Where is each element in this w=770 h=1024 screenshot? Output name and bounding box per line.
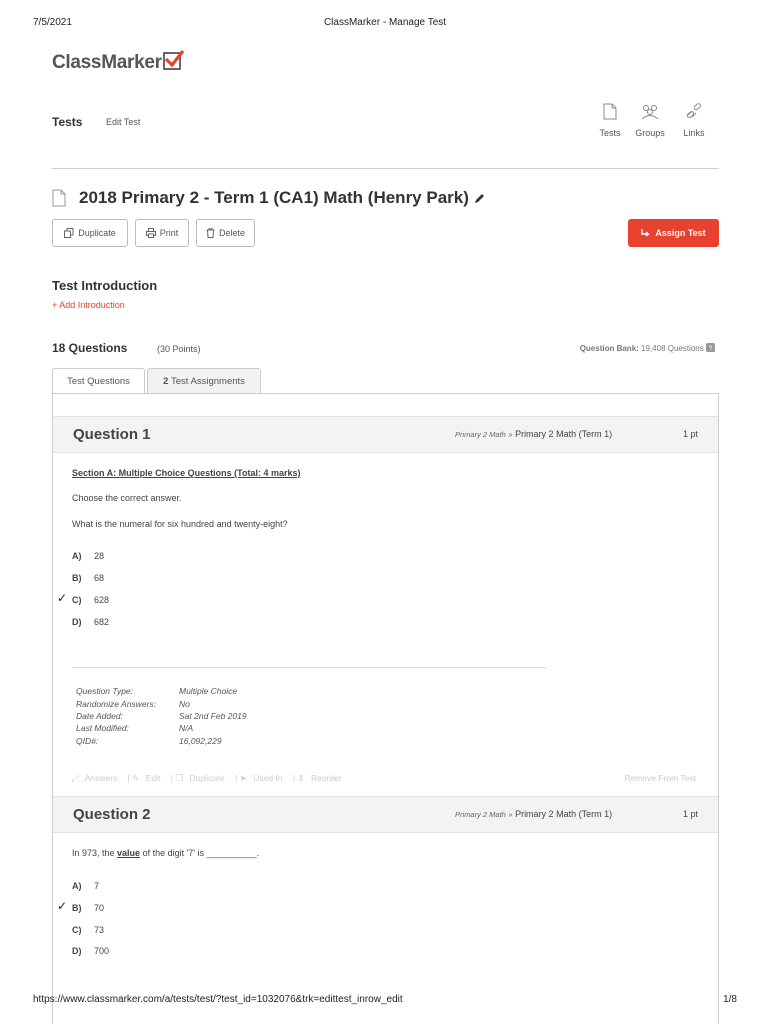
answer-text: 70: [94, 903, 105, 913]
answer-text: 7: [94, 881, 100, 891]
logo-check-icon: [163, 52, 181, 70]
section-heading-text: Section A: Multiple Choice Questions (Total: 4 marks): [72, 468, 301, 478]
share-arrow-icon: [641, 229, 651, 238]
answer-option: [72, 617, 109, 627]
correct-check-icon: ✓: [57, 899, 68, 913]
trash-icon: [206, 228, 215, 238]
remove-from-test-link[interactable]: Remove From Test: [624, 773, 696, 783]
test-introduction-heading: Test Introduction: [52, 278, 158, 293]
question-category: [455, 809, 612, 819]
question-instruction: Choose the correct answer.: [72, 493, 182, 503]
meta-label: QID#:: [76, 736, 99, 746]
answer-text: 682: [94, 617, 110, 627]
duplicate-button[interactable]: [52, 219, 128, 247]
answer-letter: C): [72, 925, 82, 935]
test-title-text: 2018 Primary 2 - Term 1 (CA1) Math (Henry Park): [79, 188, 469, 207]
copy-icon: ❐: [175, 773, 183, 783]
question-text-emphasis: value: [117, 848, 141, 858]
answer-option: [72, 946, 109, 956]
answer-option: [72, 551, 104, 561]
print-date: 7/5/2021: [33, 17, 72, 28]
meta-value: N/A: [179, 723, 194, 733]
correct-check-icon: ✓: [57, 591, 68, 605]
nav-icon-groups-label: Groups: [635, 128, 665, 138]
meta-label: Last Modified:: [76, 723, 129, 733]
arrow-icon: ➤: [239, 773, 247, 783]
question-category: [455, 429, 612, 439]
nav-icon-links[interactable]: [674, 103, 714, 138]
assign-test-label: Assign Test: [655, 228, 706, 238]
answer-option-correct: [72, 903, 104, 913]
duplicate-action[interactable]: [175, 773, 228, 783]
used-in-action[interactable]: [240, 773, 287, 783]
reorder-action-label: Reorder: [310, 773, 342, 783]
top-icon-nav: [590, 103, 715, 143]
answer-option: [72, 881, 99, 891]
answer-text: 628: [94, 595, 110, 605]
question-points: 1 pt: [682, 809, 698, 819]
meta-label: Question Type:: [76, 686, 134, 696]
question-actions: ⤢ Answers | ✎ Edit | ❐ Duplicate | ➤ Used In | ⇕ Reorder Remove From Test: [72, 773, 696, 783]
assignments-label: Test Assignments: [171, 375, 245, 387]
category-separator: »: [508, 430, 513, 439]
answer-text: 28: [94, 551, 105, 561]
print-label: Print: [159, 228, 179, 238]
question-bank[interactable]: [580, 343, 715, 353]
question-divider: [72, 667, 546, 668]
document-icon: [52, 189, 66, 207]
question-title: Question 2: [73, 806, 151, 823]
nav-icon-groups[interactable]: [630, 103, 670, 138]
edit-action[interactable]: [132, 773, 164, 783]
assignments-count: 2: [163, 375, 169, 387]
test-title-row: [52, 188, 719, 212]
meta-label: Date Added:: [76, 711, 123, 721]
nav-edit-test[interactable]: Edit Test: [106, 117, 141, 127]
copy-icon: [64, 228, 74, 238]
meta-label: Randomize Answers:: [76, 699, 156, 709]
tab-test-assignments[interactable]: [147, 368, 261, 394]
document-icon: [603, 103, 617, 120]
question-text: [72, 848, 259, 858]
add-introduction-link[interactable]: + Add Introduction: [52, 300, 125, 310]
answer-letter: D): [72, 617, 82, 627]
question-count: 18 Questions: [52, 341, 128, 355]
category-separator: »: [508, 810, 513, 819]
used-in-action-label: Used In: [253, 773, 283, 783]
print-header: [33, 17, 737, 31]
answer-letter: B): [72, 903, 82, 913]
assign-test-button[interactable]: [628, 219, 719, 247]
meta-value: No: [179, 699, 190, 709]
nav-icon-tests[interactable]: [590, 103, 630, 138]
answer-option-correct: [72, 595, 109, 605]
total-points: (30 Points): [157, 344, 201, 354]
edit-action-label: Edit: [145, 773, 161, 783]
groups-icon: [640, 103, 660, 120]
links-icon: [685, 103, 703, 120]
tab-test-questions[interactable]: Test Questions: [52, 368, 145, 394]
delete-button[interactable]: [196, 219, 255, 247]
nav-tests[interactable]: Tests: [52, 115, 83, 129]
question-points: 1 pt: [682, 429, 698, 439]
print-title: ClassMarker - Manage Test: [323, 17, 447, 28]
pencil-icon: ✎: [132, 773, 140, 783]
print-url: https://www.classmarker.com/a/tests/test/?test_id=1032076&trk=edittest_inrow_edit: [33, 994, 403, 1005]
answers-action[interactable]: [72, 773, 121, 783]
question-text-end: of the digit '7' is __________.: [140, 848, 260, 858]
question-text: What is the numeral for six hundred and twenty-eight?: [72, 519, 288, 529]
answers-action-label: Answers: [84, 773, 118, 783]
answer-text: 73: [94, 925, 105, 935]
print-page-number: 1/8: [723, 994, 737, 1005]
print-button[interactable]: [135, 219, 189, 247]
printer-icon: [146, 228, 156, 238]
delete-label: Delete: [218, 228, 245, 238]
category-parent: Primary 2 Math: [455, 810, 506, 819]
classmarker-logo[interactable]: [52, 50, 181, 74]
answer-option: [72, 573, 104, 583]
meta-value: 16,092,229: [179, 736, 222, 746]
nav-icon-links-label: Links: [683, 128, 705, 138]
duplicate-action-label: Duplicate: [189, 773, 225, 783]
svg-text:?: ?: [708, 345, 713, 352]
answer-letter: A): [72, 881, 82, 891]
section-heading: [72, 468, 301, 478]
answer-letter: D): [72, 946, 82, 956]
question-header: [53, 796, 718, 833]
meta-value: Sat 2nd Feb 2019: [179, 711, 247, 721]
answer-letter: A): [72, 551, 82, 561]
question-bank-value: 19,408 Questions: [641, 344, 704, 353]
page-title: [79, 188, 485, 208]
question-text-start: In 973, the: [72, 848, 118, 858]
category-parent: Primary 2 Math: [455, 430, 506, 439]
category-name: Primary 2 Math (Term 1): [515, 429, 613, 439]
meta-value: Multiple Choice: [179, 686, 238, 696]
answer-text: 700: [94, 946, 110, 956]
nav-icon-tests-label: Tests: [599, 128, 621, 138]
answer-option: [72, 925, 104, 935]
answer-letter: B): [72, 573, 82, 583]
expand-icon: ⤢: [72, 773, 79, 783]
header-divider: [52, 168, 719, 169]
question-title: Question 1: [73, 426, 151, 443]
duplicate-label: Duplicate: [78, 228, 116, 238]
question-bank-label: Question Bank:: [579, 344, 639, 353]
reorder-icon: ⇕: [297, 773, 305, 783]
answer-text: 68: [94, 573, 105, 583]
answer-letter: C): [72, 595, 82, 605]
category-name: Primary 2 Math (Term 1): [515, 809, 613, 819]
logo-text: ClassMarker: [52, 52, 162, 73]
reorder-action[interactable]: [297, 773, 345, 783]
question-header: [53, 416, 718, 453]
help-icon[interactable]: [706, 343, 715, 352]
pencil-icon[interactable]: [474, 193, 485, 204]
